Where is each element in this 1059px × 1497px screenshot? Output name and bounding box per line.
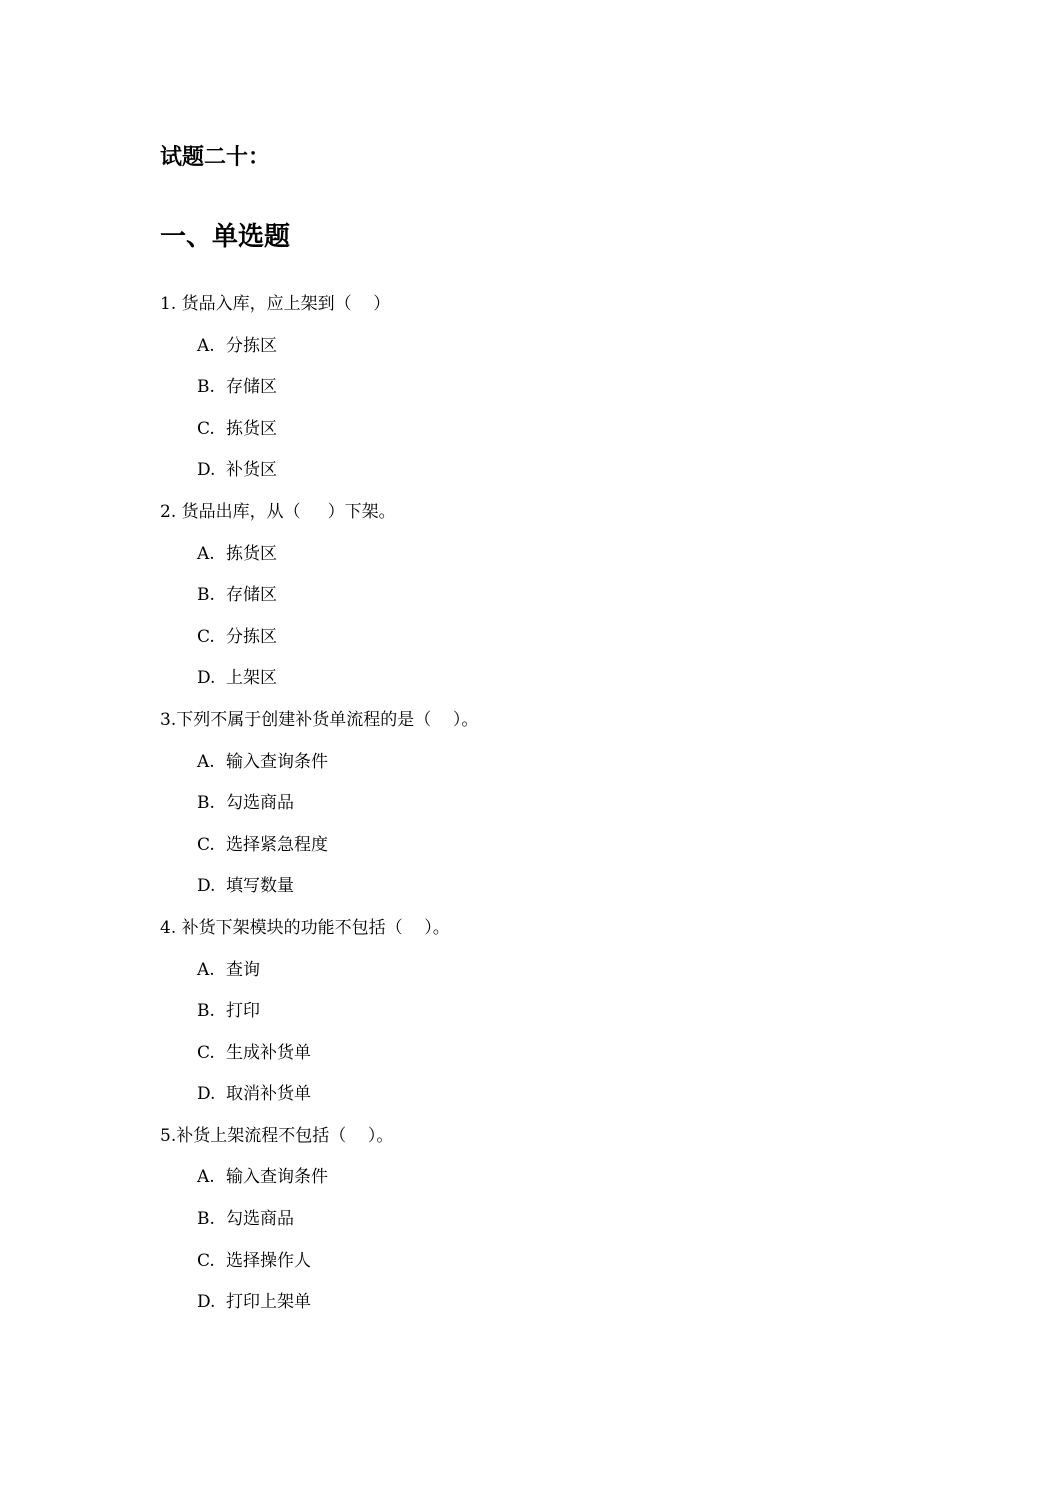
option-a [160,534,960,576]
option-letter: C. [197,626,215,647]
option-letter: A. [197,335,215,356]
option-text: 勾选商品 [226,1209,294,1230]
option-letter: B. [197,585,215,606]
option-c [160,825,960,867]
question-stem: 4. 补货下架模块的功能不包括（ ）。 [160,917,450,938]
question-2 [160,492,960,700]
option-b [160,575,960,617]
option-a [160,950,960,992]
question-stem: 2. 货品出库，从（ ）下架。 [160,501,396,522]
option-letter: D. [197,460,216,481]
option-text: 打印 [226,1001,260,1022]
option-text: 分拣区 [226,626,277,647]
option-c [160,409,960,451]
option-a [160,1157,960,1199]
option-b [160,1199,960,1241]
option-letter: C. [197,1042,215,1063]
option-text: 查询 [226,959,260,980]
option-letter: A. [197,959,215,980]
option-letter: C. [197,834,215,855]
option-a [160,742,960,784]
option-c [160,1241,960,1283]
option-c [160,1033,960,1075]
question-3 [160,700,960,908]
option-text: 存储区 [226,585,277,606]
option-text: 分拣区 [226,335,277,356]
question-stem: 5.补货上架流程不包括（ ）。 [160,1125,394,1146]
option-letter: B. [197,377,215,398]
option-letter: D. [197,876,216,897]
option-b [160,991,960,1033]
option-d [160,450,960,492]
option-letter: D. [197,1084,216,1105]
option-letter: A. [197,543,215,564]
option-letter: C. [197,418,215,439]
option-text: 勾选商品 [226,793,294,814]
option-text: 拣货区 [226,543,277,564]
option-d [160,658,960,700]
question-list [160,284,960,1324]
option-text: 打印上架单 [226,1292,311,1313]
question-stem: 3.下列不属于创建补货单流程的是（ ）。 [160,709,479,730]
option-letter: A. [197,751,215,772]
document-title: 试题二十： [160,144,271,170]
option-text: 选择紧急程度 [226,834,328,855]
option-a [160,326,960,368]
option-text: 输入查询条件 [226,751,328,772]
question-stem: 1. 货品入库，应上架到（ ） [160,294,391,314]
option-letter: B. [197,793,215,814]
question-1 [160,284,960,492]
option-text: 上架区 [226,668,277,689]
option-text: 填写数量 [226,876,294,897]
option-text: 取消补货单 [226,1084,311,1105]
option-letter: D. [197,1292,216,1313]
option-d [160,1074,960,1116]
option-text: 选择操作人 [226,1250,311,1271]
section-title: 一、单选题 [160,222,291,252]
option-b [160,367,960,409]
option-text: 存储区 [226,377,277,398]
option-b [160,783,960,825]
option-text: 补货区 [226,460,277,481]
option-d [160,1282,960,1324]
option-text: 拣货区 [226,418,277,439]
option-letter: D. [197,668,216,689]
question-4 [160,908,960,1116]
option-c [160,617,960,659]
question-5 [160,1116,960,1324]
option-letter: B. [197,1209,215,1230]
option-d [160,866,960,908]
option-letter: B. [197,1001,215,1022]
option-letter: C. [197,1250,215,1271]
option-letter: A. [197,1167,215,1188]
option-text: 生成补货单 [226,1042,311,1063]
option-text: 输入查询条件 [226,1167,328,1188]
